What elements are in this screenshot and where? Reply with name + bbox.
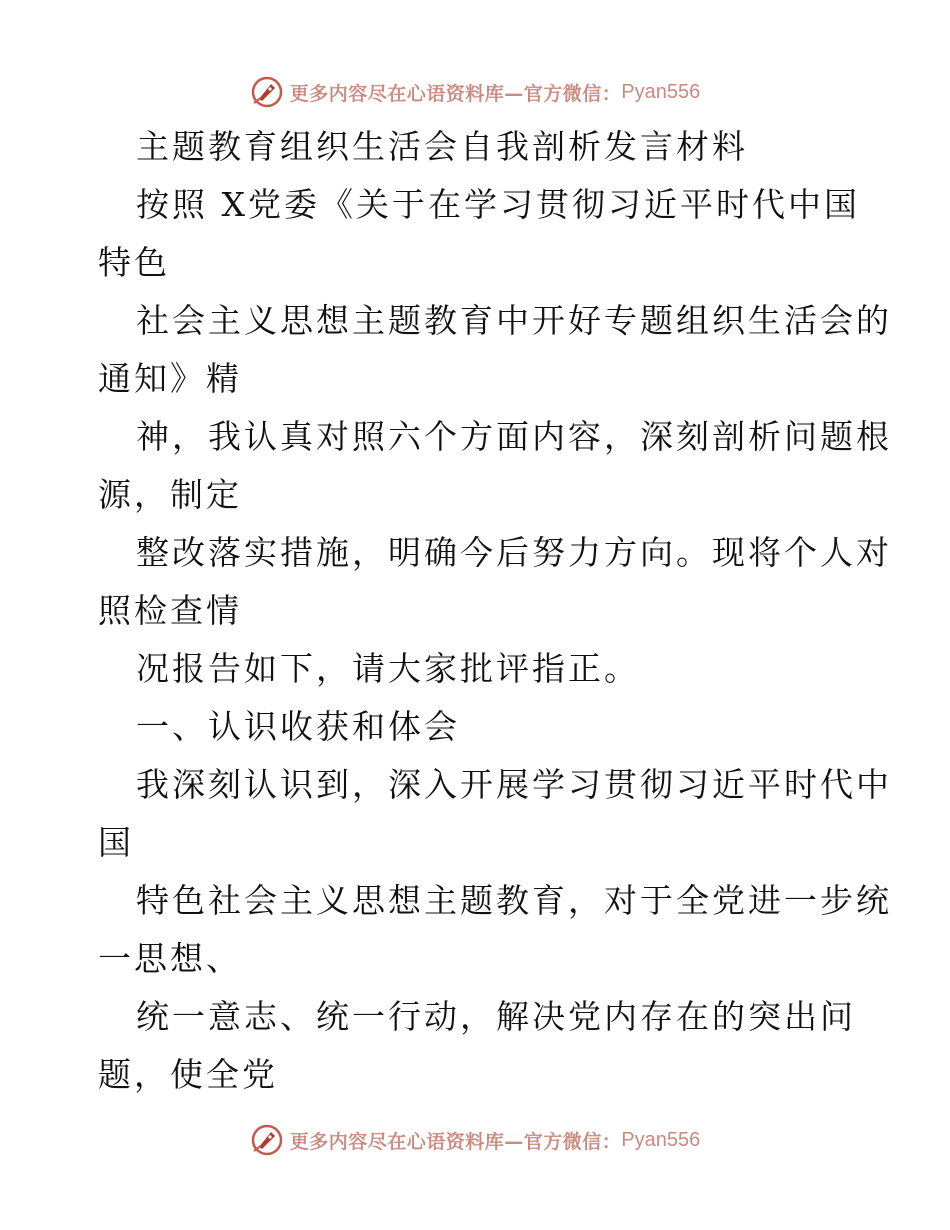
paragraph-line: 源，制定: [98, 475, 242, 514]
paragraph-line: 国: [98, 823, 134, 862]
document-title: 主题教育组织生活会自我剖析发言材料: [136, 127, 748, 166]
watermark-id: Pyan556: [621, 80, 701, 103]
paragraph-line: 题，使全党: [98, 1055, 278, 1094]
paragraph-line: 况报告如下，请大家批评指正。: [136, 649, 640, 688]
paragraph-line: 整改落实措施，明确今后努力方向。现将个人对: [136, 533, 892, 572]
document-body: [98, 118, 892, 1104]
paragraph-line: 照检查情: [98, 591, 242, 630]
paragraph-line: 一思想、: [98, 939, 242, 978]
paragraph-line: 按照 X党委《关于在学习贯彻习近平时代中国: [136, 185, 860, 224]
paragraph-line: 特色: [98, 243, 170, 282]
paragraph-line: 特色社会主义思想主题教育，对于全党进一步统: [136, 881, 892, 920]
paragraph-line: 统一意志、统一行动，解决党内存在的突出问: [136, 997, 856, 1036]
watermark-text: 更多内容尽在心语资料库—官方微信：: [289, 1130, 622, 1153]
watermark-text: 更多内容尽在心语资料库—官方微信：: [289, 82, 622, 105]
paragraph-line: 神，我认真对照六个方面内容，深刻剖析问题根: [136, 417, 892, 456]
pen-nib-logo-icon: [250, 75, 284, 109]
watermark-id: Pyan556: [621, 1128, 701, 1151]
pen-nib-logo-icon: [250, 1123, 284, 1157]
paragraph-line: 通知》精: [98, 359, 242, 398]
paragraph-line: 我深刻认识到，深入开展学习贯彻习近平时代中: [136, 765, 892, 804]
paragraph-line: 社会主义思想主题教育中开好专题组织生活会的: [136, 301, 892, 340]
footer-watermark: [0, 1118, 950, 1162]
section-heading: 一、认识收获和体会: [136, 707, 460, 746]
header-watermark: [0, 70, 950, 114]
